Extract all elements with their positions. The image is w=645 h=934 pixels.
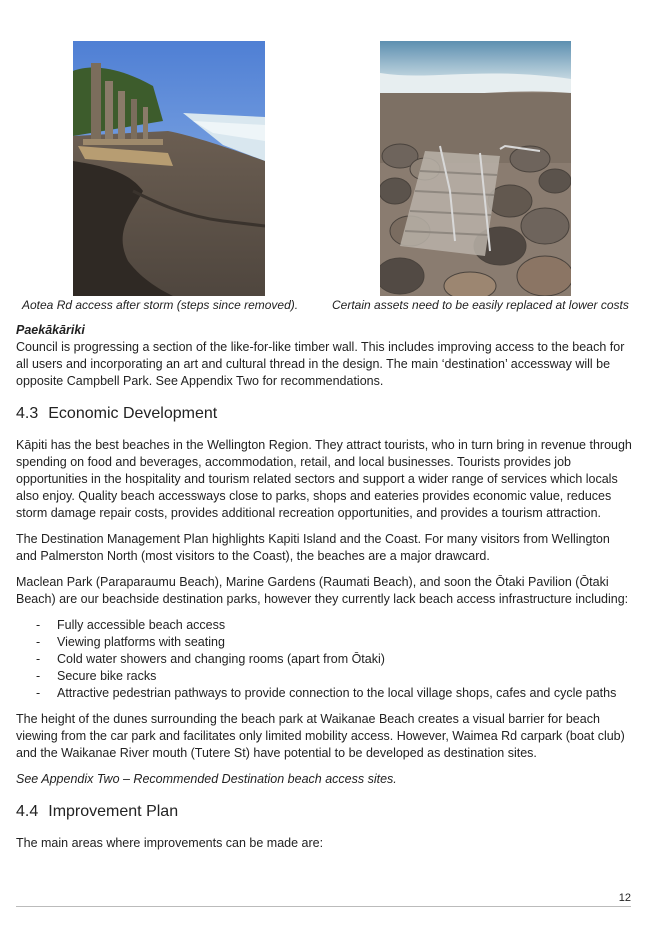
list-item: - Fully accessible beach access <box>36 618 226 632</box>
list-item: - Attractive pedestrian pathways to provide connection to the local village shops, cafes and cycle paths <box>36 686 617 700</box>
paragraph: Kāpiti has the best beaches in the Wellington Region. They attract tourists, who in turn bring in revenue through spending on food and beverages, accommodation, retail, and local businesses. Tourists provides job opportunities in the hospitality and tourism related sectors and support a wider range of services which locals also enjoy. Quality beach accessways close to parks, shops and eateries provides economic value, reduces storm damage repair costs, provides additional recreation opportunities, and provides a tourism attraction. <box>16 438 632 520</box>
infrastructure-list <box>36 617 632 702</box>
list-item: - Cold water showers and changing rooms (apart from Ōtaki) <box>36 652 385 666</box>
paekakariki-heading: Paekākāriki <box>16 323 85 337</box>
storm-damage-photo <box>73 41 265 296</box>
section-4-3-heading <box>16 405 632 423</box>
section-title: Improvement Plan <box>48 803 179 820</box>
section-title: Economic Development <box>48 405 218 422</box>
list-item: - Viewing platforms with seating <box>36 635 225 649</box>
photo-caption-left: Aotea Rd access after storm (steps since removed). <box>22 298 299 312</box>
document-body <box>16 322 632 861</box>
rock-steps-photo <box>380 41 571 296</box>
footer-divider <box>16 906 631 907</box>
paragraph: The main areas where improvements can be made are: <box>16 836 324 850</box>
paragraph: The height of the dunes surrounding the beach park at Waikanae Beach creates a visual barrier for beach viewing from the car park and facilitates only limited mobility access. However, Waimea Rd carpark (boat club) and the Waikanae River mouth (Tutere St) have potential to be developed as destination sites. <box>16 712 625 760</box>
section-4-4-heading <box>16 803 632 821</box>
photo-caption-right: Certain assets need to be easily replaced at lower costs <box>332 298 629 312</box>
list-item: - Secure bike racks <box>36 669 157 683</box>
paragraph: The Destination Management Plan highlights Kapiti Island and the Coast. For many visitors from Wellington and Palmerston North (most visitors to the Coast), the beaches are a major drawcard. <box>16 532 610 563</box>
section-number: 4.3 <box>16 405 39 422</box>
paragraph: Maclean Park (Paraparaumu Beach), Marine Gardens (Raumati Beach), and soon the Ōtaki Pavilion (Ōtaki Beach) are our beachside destination parks, however they currently lack beach access infrastructure including: <box>16 575 629 606</box>
appendix-note: See Appendix Two – Recommended Destination beach access sites. <box>16 772 397 786</box>
page-number: 12 <box>618 892 631 904</box>
paekakariki-paragraph: Council is progressing a section of the like-for-like timber wall. This includes improving access to the beach for all users and incorporating an art and cultural thread in the design. The main ‘destination’ accessway will be opposite Campbell Park. See Appendix Two for recommendations. <box>16 340 625 388</box>
section-number: 4.4 <box>16 803 39 820</box>
